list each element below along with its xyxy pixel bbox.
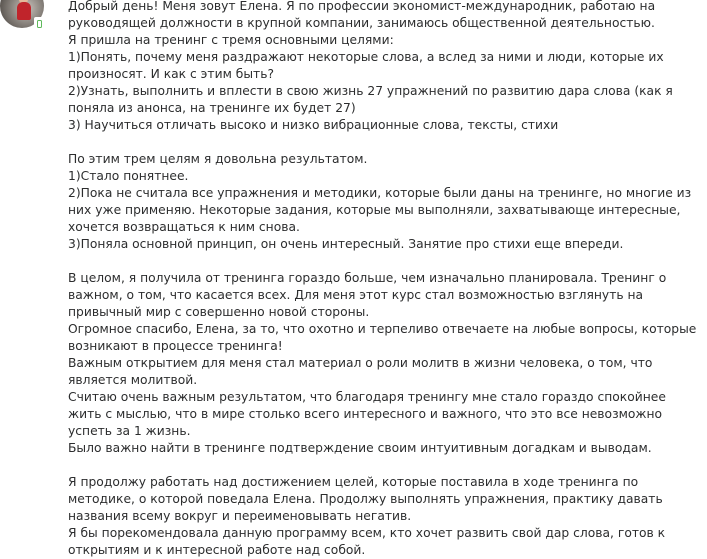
paragraph-line: 1)Понять, почему меня раздражают некоторые слова, а вслед за ними и люди, которые их произносят. И как с этим быть? xyxy=(68,50,664,81)
comment-text xyxy=(68,0,700,559)
paragraph-line: 1)Стало понятнее. xyxy=(68,169,189,183)
paragraph-line: Важным открытием для меня стал материал о роли молитв в жизни человека, о том, что является молитвой. xyxy=(68,356,653,387)
paragraph-line: 2)Пока не считала все упражнения и методики, которые были даны на тренинге, но многие из них уже применяю. Некоторые задания, которые мы выполняли, захватывающе интересные, хочется возвращаться к ним снова. xyxy=(68,186,692,234)
paragraph-gap xyxy=(68,457,700,474)
paragraph-line: Огромное спасибо, Елена, за то, что охотно и терпеливо отвечаете на любые вопросы, которые возникают в процессе тренинга! xyxy=(68,322,697,353)
paragraph-line: По этим трем целям я довольна результатом. xyxy=(68,152,368,166)
paragraph-line: 3)Поняла основной принцип, он очень интересный. Занятие про стихи еще впереди. xyxy=(68,237,624,251)
paragraph-line: Было важно найти в тренинге подтверждение своим интуитивным догадкам и выводам. xyxy=(68,441,652,455)
paragraph-line: Я продолжу работать над достижением целей, которые поставила в ходе тренинга по методике, о которой поведала Елена. Продолжу выполнять упражнения, практику давать названия всему вокруг и переименовывать негатив. xyxy=(68,475,663,523)
paragraph-line: Считаю очень важным результатом, что благодаря тренингу мне стало гораздо спокойнее жить с мыслью, что в мире столько всего интересного и важного, что это все невозможно успеть за 1 жизнь. xyxy=(68,390,666,438)
paragraph-line: Я пришла на тренинг с тремя основными целями: xyxy=(68,33,394,47)
paragraph-line: 2)Узнать, выполнить и вплести в свою жизнь 27 упражнений по развитию дара слова (как я поняла из анонса, на тренинге их будет 27) xyxy=(68,84,673,115)
paragraph-gap xyxy=(68,253,700,270)
avatar-figure xyxy=(17,2,31,20)
paragraph-line: Добрый день! Меня зовут Елена. Я по профессии экономист-международник, работаю на руководящей должности в крупной компании, занимаюсь общественной деятельностью. xyxy=(68,0,656,30)
paragraph-gap xyxy=(68,134,700,151)
phone-icon xyxy=(37,20,42,28)
mobile-online-icon xyxy=(34,17,44,30)
paragraph-line: 3) Научиться отличать высоко и низко вибрационные слова, тексты, стихи xyxy=(68,118,559,132)
paragraph-line: В целом, я получила от тренинга гораздо больше, чем изначально планировала. Тренинг о важном, о том, что касается всех. Для меня этот курс стал возможностью взглянуть на привычный мир с совершенно новой стороны. xyxy=(68,271,667,319)
paragraph-line: Я бы порекомендовала данную программу всем, кто хочет развить свой дар слова, готов к открытиям и к интересной работе над собой. xyxy=(68,526,666,557)
